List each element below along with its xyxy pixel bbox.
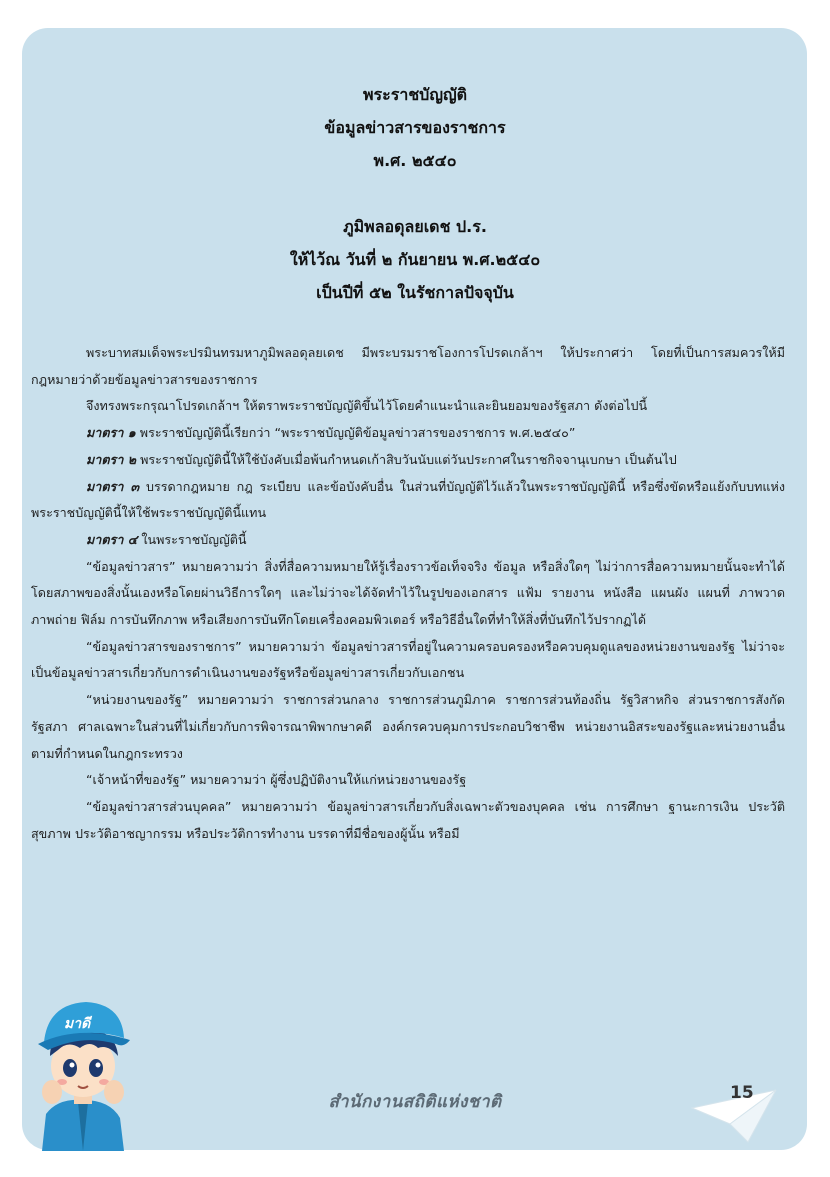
preamble-paragraph: พระบาทสมเด็จพระปรมินทรมหาภูมิพลอดุลยเดช มีพระบรมราชโองการโปรดเกล้าฯ ให้ประกาศว่า โดยที่เป็นการสมควรให้มีกฎหมายว่าด้วยข้อมูลข่าวสารของราชการ bbox=[31, 345, 785, 387]
royal-signature-block bbox=[0, 210, 830, 309]
definition-state-agency: “หน่วยงานของรัฐ” หมายความว่า ราชการส่วนกลาง ราชการส่วนภูมิภาค ราชการส่วนท้องถิ่น รัฐวิสาหกิจ ส่วนราชการสังกัดรัฐสภา ศาลเฉพาะในส่วนที่ไม่เกี่ยวกับการพิจารณาพิพากษาคดี องค์กรควบคุมการประกอบวิชาชีพ หน่วยงานอิสระของรัฐและหน่วยงานอื่นตามที่กำหนดในกฎกระทรวง bbox=[31, 692, 785, 761]
section-label: มาตรา ๒ bbox=[86, 451, 137, 467]
footer-agency-name: สำนักงานสถิติแห่งชาติ bbox=[328, 1092, 502, 1112]
section-label: มาตรา ๑ bbox=[86, 425, 136, 441]
act-subject: ข้อมูลข่าวสารของราชการ bbox=[324, 118, 506, 137]
definition-personal-information: “ข้อมูลข่าวสารส่วนบุคคล” หมายความว่า ข้อมูลข่าวสารเกี่ยวกับสิ่งเฉพาะตัวของบุคคล เช่น การศึกษา ฐานะการเงิน ประวัติสุขภาพ ประวัติอาชญากรรม หรือประวัติการทำงาน บรรดาที่มีชื่อของผู้นั้น หรือมี bbox=[31, 798, 785, 841]
section-2 bbox=[31, 447, 785, 474]
reign-year: เป็นปีที่ ๕๒ ในรัชกาลปัจจุบัน bbox=[316, 283, 514, 302]
section-label: มาตรา ๔ bbox=[86, 531, 138, 547]
act-title-block bbox=[0, 78, 830, 177]
mascot-cap-text: มาดี bbox=[64, 1016, 91, 1032]
given-date: ให้ไว้ณ วันที่ ๒ กันยายน พ.ศ.๒๕๔๐ bbox=[289, 250, 541, 269]
section-text: พระราชบัญญัตินี้ให้ใช้บังคับเมื่อพ้นกำหนดเก้าสิบวันนับแต่วันประกาศในราชกิจจานุเบกษา เป็นต้นไป bbox=[136, 451, 677, 467]
section-1 bbox=[31, 420, 785, 447]
definition-state-official: “เจ้าหน้าที่ของรัฐ” หมายความว่า ผู้ซึ่งปฏิบัติงานให้แก่หน่วยงานของรัฐ bbox=[86, 772, 467, 788]
page-number: 15 bbox=[730, 1083, 754, 1103]
document-body bbox=[31, 340, 785, 847]
definition-official-information: “ข้อมูลข่าวสารของราชการ” หมายความว่า ข้อมูลข่าวสารที่อยู่ในความครอบครองหรือควบคุมดูแลของหน่วยงานของรัฐ ไม่ว่าจะเป็นข้อมูลข่าวสารเกี่ยวกับการดำเนินงานของรัฐหรือข้อมูลข่าวสารเกี่ยวกับเอกชน bbox=[31, 638, 785, 681]
act-title: พระราชบัญญัติ bbox=[363, 85, 467, 104]
act-year: พ.ศ. ๒๕๔๐ bbox=[373, 151, 457, 170]
definition-information: “ข้อมูลข่าวสาร” หมายความว่า สิ่งที่สื่อความหมายให้รู้เรื่องราวข้อเท็จจริง ข้อมูล หรือสิ่งใดๆ ไม่ว่าการสื่อความหมายนั้นจะทำได้โดยสภาพของสิ่งนั้นเองหรือโดยผ่านวิธีการใดๆ และไม่ว่าจะได้จัดทำไว้ในรูปของเอกสาร แฟ้ม รายงาน หนังสือ แผนผัง แผนที่ ภาพวาด ภาพถ่าย ฟิล์ม การบันทึกภาพ หรือเสียงการบันทึกโดยเครื่องคอมพิวเตอร์ หรือวิธีอื่นใดที่ทำให้สิ่งที่บันทึกไว้ปรากฏได้ bbox=[31, 558, 785, 628]
enactment-paragraph: จึงทรงพระกรุณาโปรดเกล้าฯ ให้ตราพระราชบัญญัติขึ้นไว้โดยคำแนะนำและยินยอมของรัฐสภา ดังต่อไปนี้ bbox=[86, 398, 648, 414]
king-name: ภูมิพลอดุลยเดช ป.ร. bbox=[343, 217, 487, 236]
section-text: พระราชบัญญัตินี้เรียกว่า “พระราชบัญญัติข้อมูลข่าวสารของราชการ พ.ศ.๒๕๔๐” bbox=[135, 425, 576, 441]
section-3 bbox=[31, 474, 785, 527]
section-4 bbox=[31, 527, 785, 554]
mascot-boy-icon bbox=[28, 996, 138, 1151]
section-label: มาตรา ๓ bbox=[86, 478, 140, 494]
section-text: ในพระราชบัญญัตินี้ bbox=[137, 531, 247, 547]
section-text: บรรดากฎหมาย กฎ ระเบียบ และข้อบังคับอื่น ในส่วนที่บัญญัติไว้แล้วในพระราชบัญญัตินี้ หรือซึ่งขัดหรือแย้งกับบทแห่งพระราชบัญญัตินี้ให้ใช้พระราชบัญญัตินี้แทน bbox=[31, 478, 786, 521]
